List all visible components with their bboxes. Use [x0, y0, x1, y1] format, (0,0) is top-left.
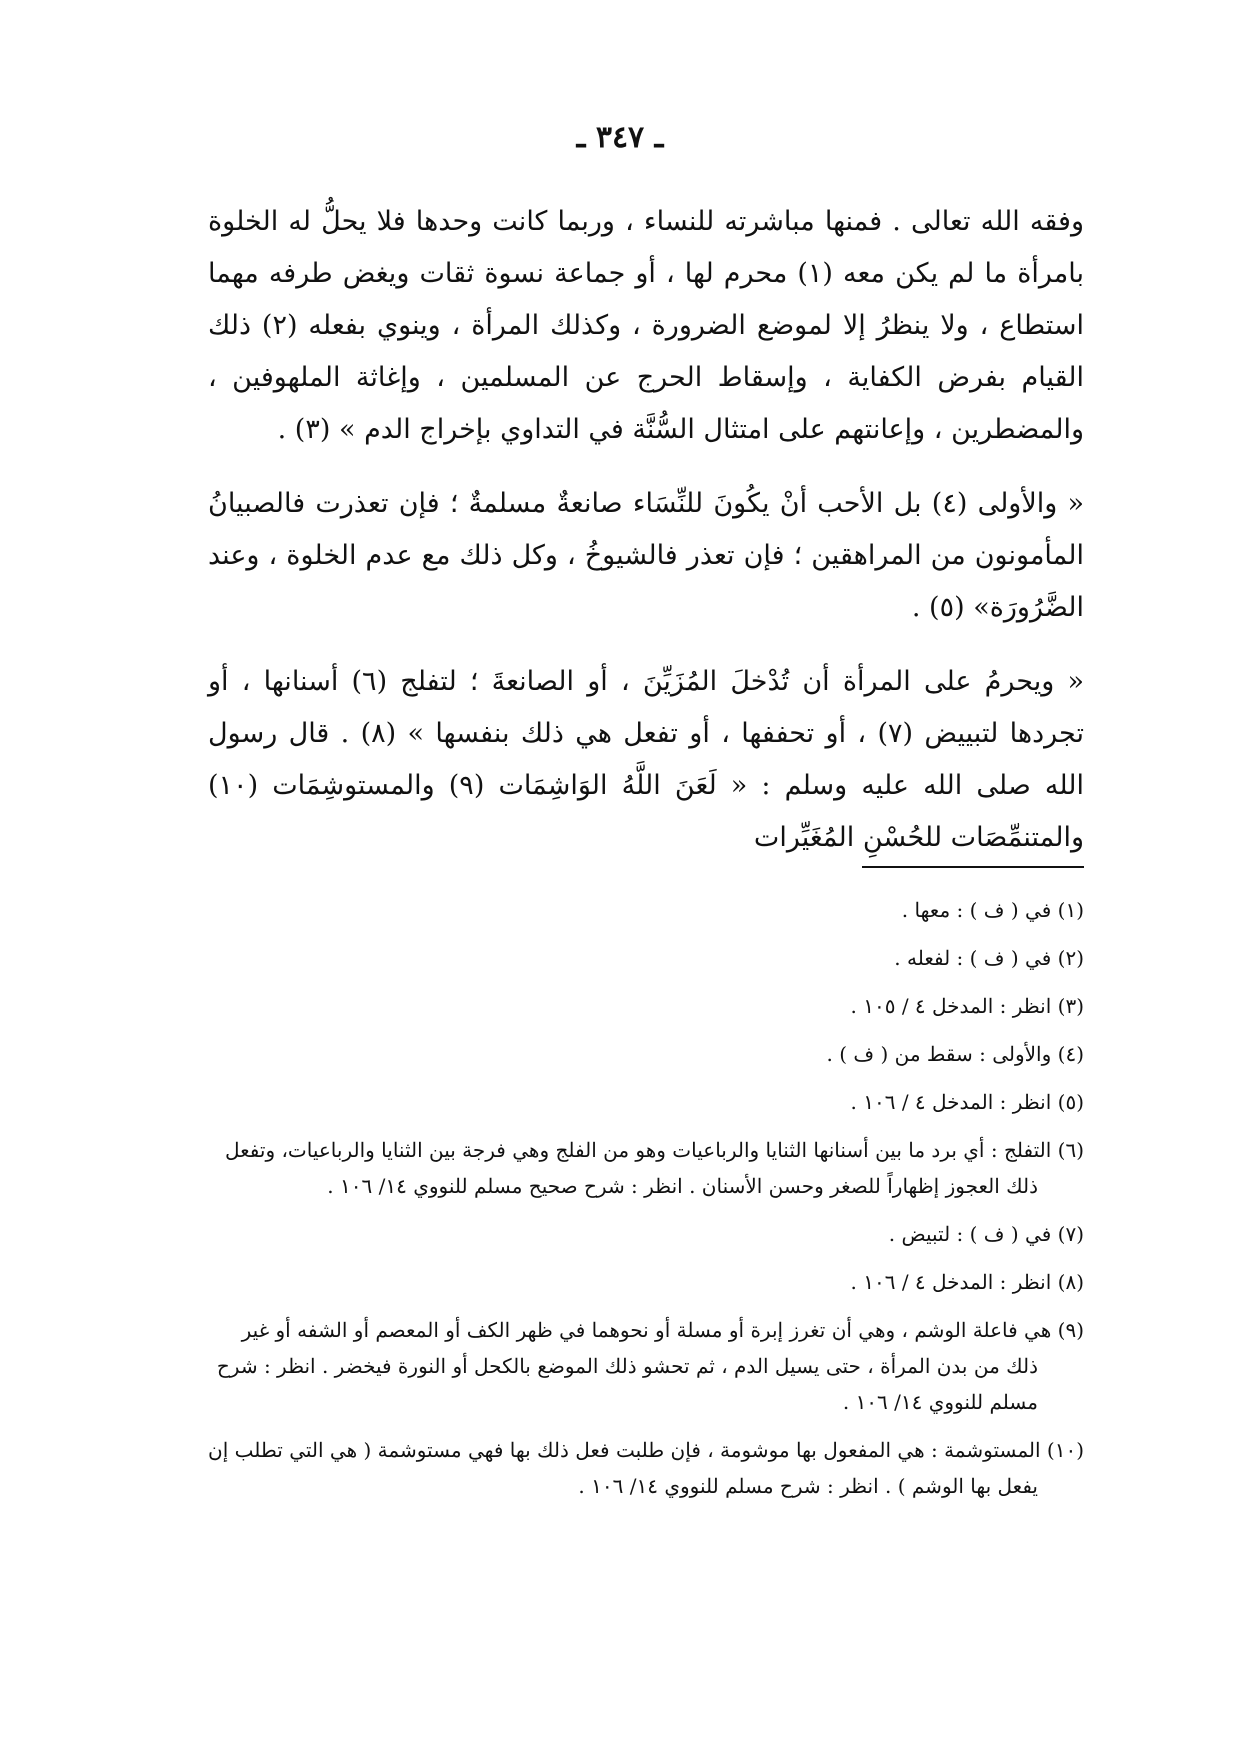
footnote-3: (٣) انظر : المدخل ٤ / ١٠٥ . [850, 994, 1084, 1018]
footnote-separator [862, 866, 1084, 868]
footnote-7: (٧) في ( ف ) : لتبيض . [888, 1222, 1084, 1246]
footnote-5: (٥) انظر : المدخل ٤ / ١٠٦ . [850, 1090, 1084, 1114]
paragraph-1: وفقه الله تعالى . فمنها مباشرته للنساء ، وربما كانت وحدها فلا يحلُّ له الخلوة بامرأة ما لم يكن معه (١) محرم لها ، أو جماعة نسوة ثقات ويغض طرفه مهما استطاع ، ولا ينظرُ إلا لموضع الضرورة ، وكذلك المرأة ، وينوي بفعله (٢) ذلك القيام بفرض الكفاية ، وإسقاط الحرج عن المسلمين ، وإغاثة الملهوفين ، والمضطرين ، وإعانتهم على امتثال السُّنَّة في التداوي بإخراج الدم » (٣) . [208, 206, 1084, 445]
footnote-10: (١٠) المستوشمة : هي المفعول بها موشومة ، فإن طلبت فعل ذلك بها فهي مستوشمة ( هي التي تطلب إن يفعل بها الوشم ) . انظر : شرح مسلم للنووي ١٤/ ١٠٦ . [208, 1438, 1084, 1498]
footnote-9: (٩) هي فاعلة الوشم ، وهي أن تغرز إبرة أو مسلة أو نحوهما في ظهر الكف أو المعصم أو الشفه أو غير ذلك من بدن المرأة ، حتى يسيل الدم ، ثم تحشو ذلك الموضع بالكحل أو النورة فيخضر . انظر : شرح مسلم للنووي ١٤/ ١٠٦ . [216, 1318, 1084, 1414]
footnote-2: (٢) في ( ف ) : لفعله . [894, 946, 1084, 970]
footnote-6: (٦) التفلج : أي برد ما بين أسنانها الثنايا والرباعيات وهو من الفلج وهي فرجة بين الثنايا والرباعيات، وتفعل ذلك العجوز إظهاراً للصغر وحسن الأسنان . انظر : شرح صحيح مسلم للنووي ١٤/ ١٠٦ . [224, 1138, 1084, 1198]
main-text [208, 196, 1084, 886]
footnote-8: (٨) انظر : المدخل ٤ / ١٠٦ . [850, 1270, 1084, 1294]
paragraph-2: « والأولى (٤) بل الأحب أنْ يكُونَ للنِّسَاء صانعةٌ مسلمةٌ ؛ فإن تعذرت فالصبيانُ المأمونون من المراهقين ؛ فإن تعذر فالشيوخُ ، وكل ذلك مع عدم الخلوة ، وعند الضَّرُورَة» (٥) . [208, 488, 1085, 623]
footnote-1: (١) في ( ف ) : معها . [901, 898, 1084, 922]
footnotes [208, 892, 1084, 1516]
footnote-4: (٤) والأولى : سقط من ( ف ) . [826, 1042, 1084, 1066]
page-number: ـ ٣٤٧ ـ [576, 120, 664, 155]
paragraph-3: « ويحرمُ على المرأة أن تُدْخلَ المُزَيِّنَ ، أو الصانعةَ ؛ لتفلج (٦) أسنانها ، أو تجردها لتبييض (٧) ، أو تحففها ، أو تفعل هي ذلك بنفسها » (٨) . قال رسول الله صلى الله عليه وسلم : « لَعَنَ اللَّهُ الوَاشِمَات (٩) والمستوشِمَات (١٠) والمتنمِّصَات للحُسْنِ المُغَيِّرات [208, 666, 1085, 853]
